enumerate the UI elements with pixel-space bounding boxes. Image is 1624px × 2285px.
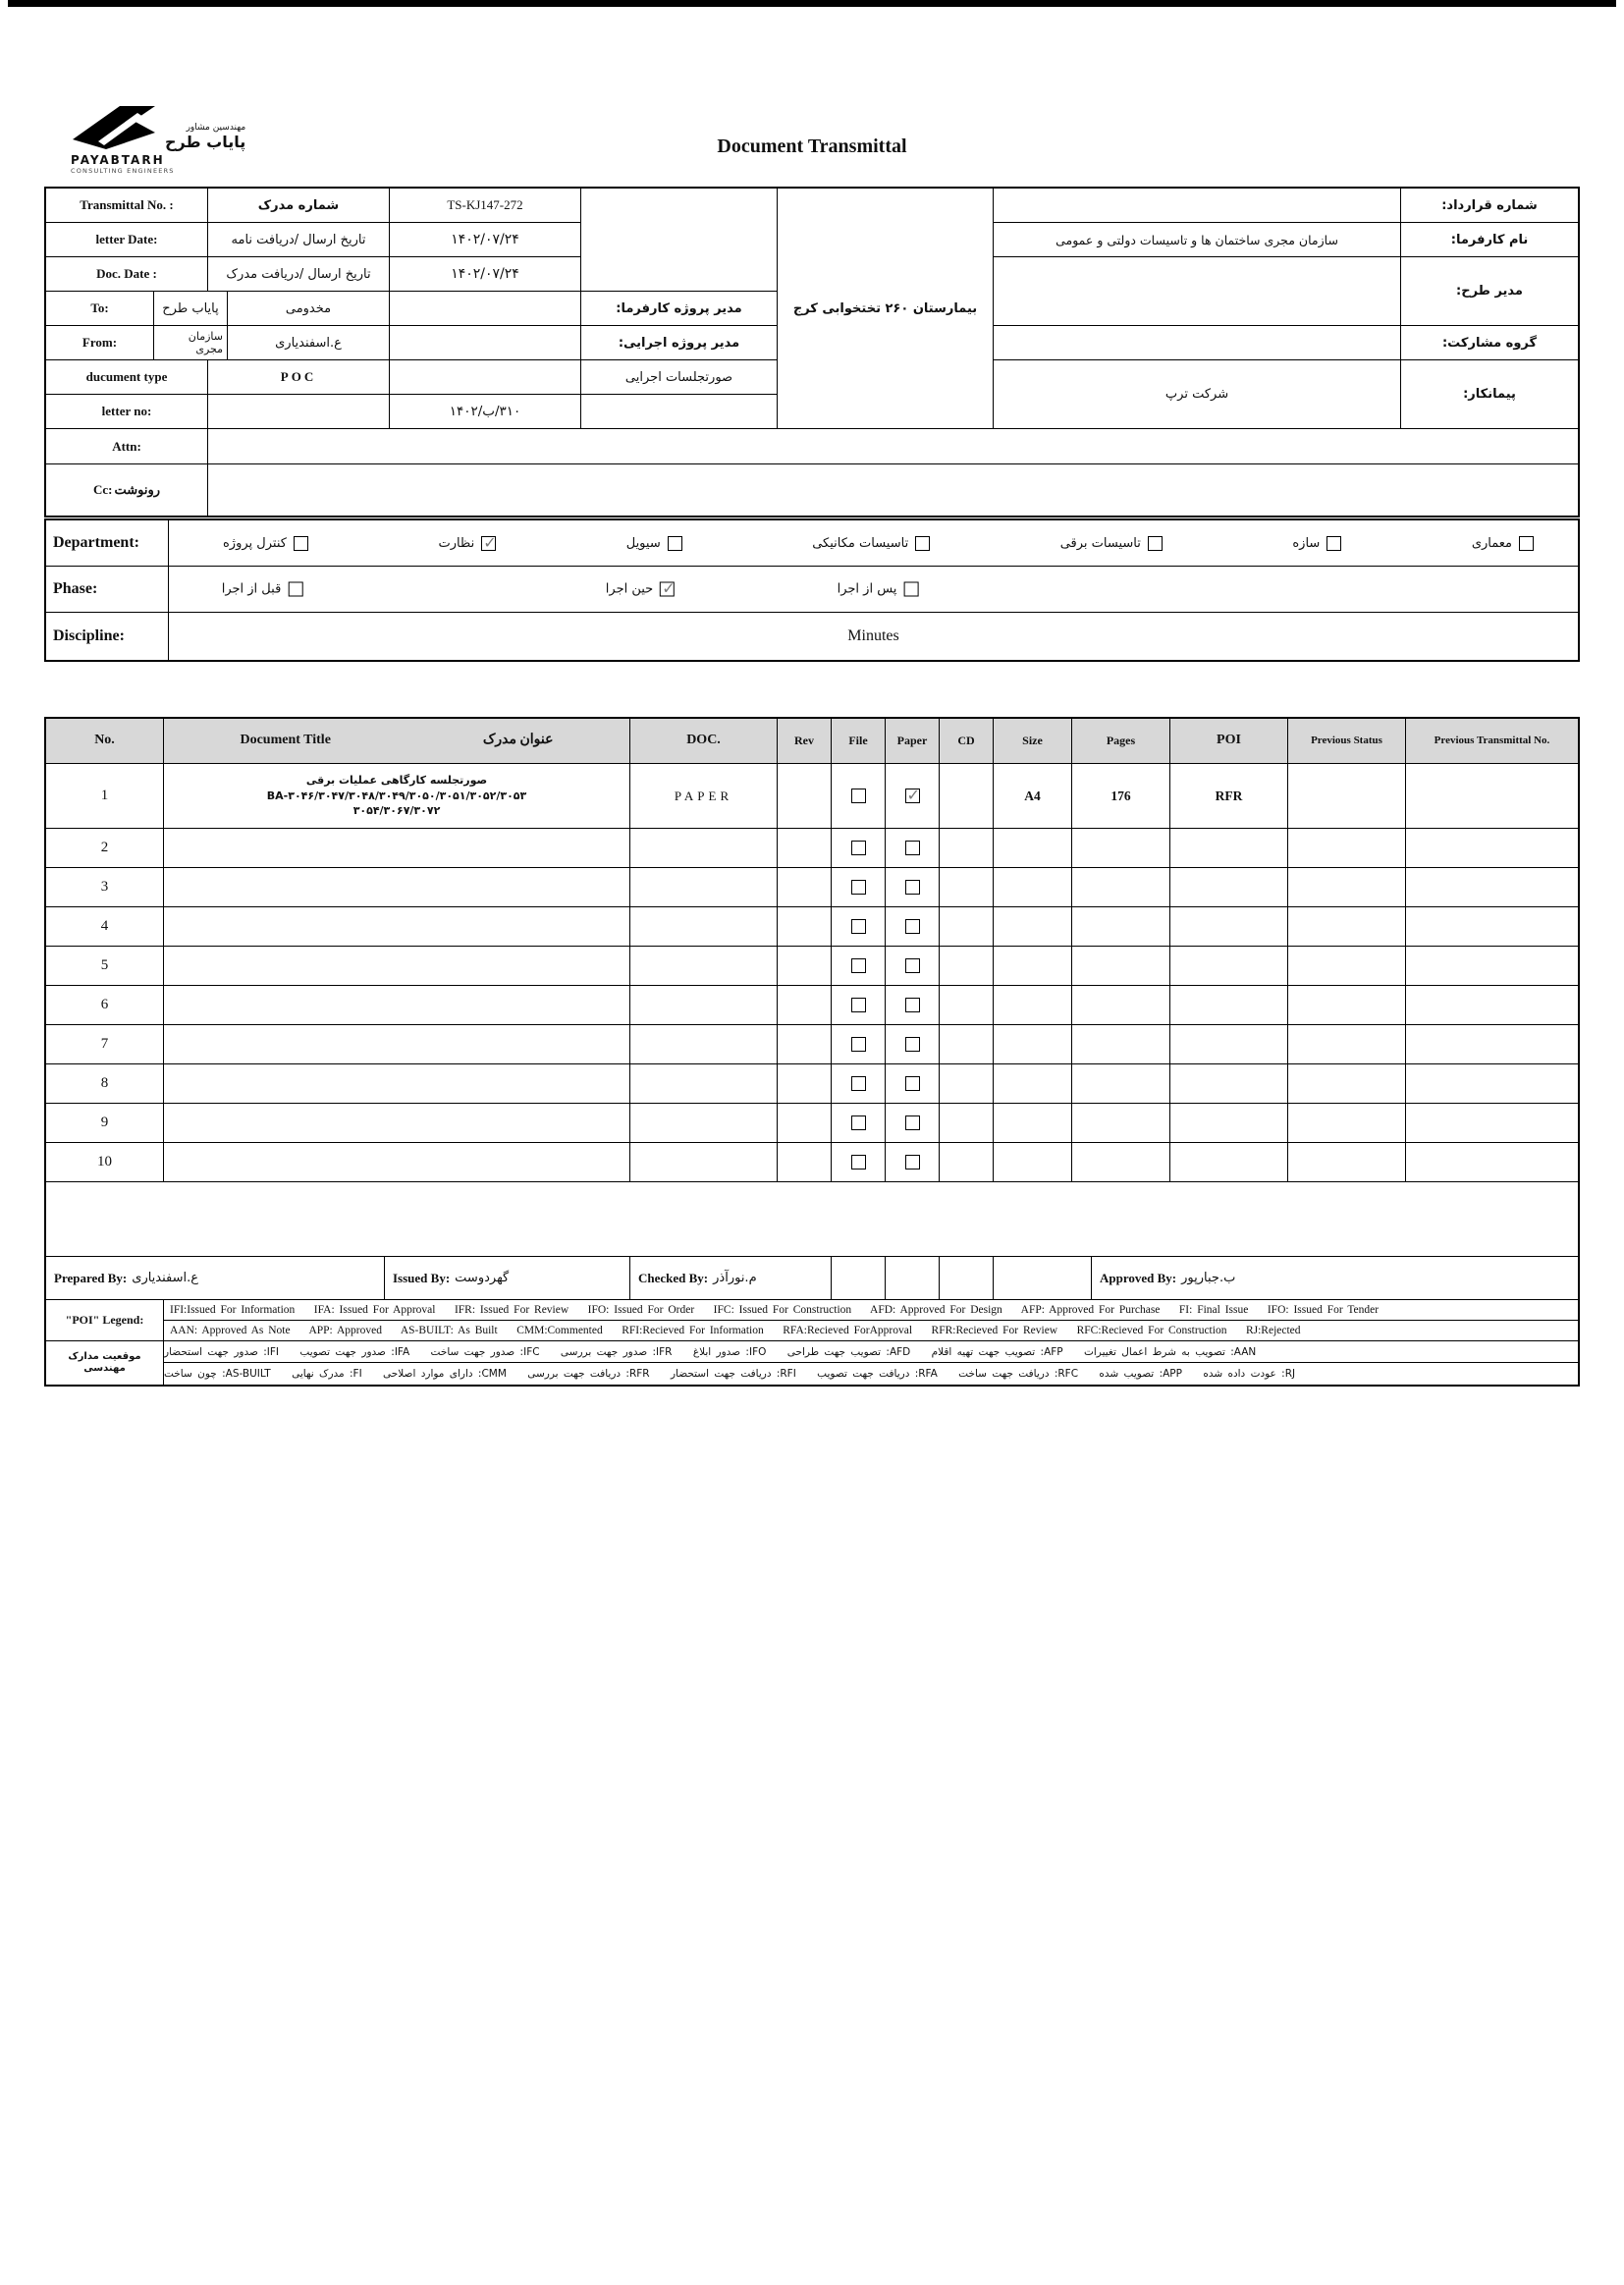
row-title — [164, 829, 630, 867]
row-pages — [1072, 907, 1170, 946]
contract-no-value-cell — [994, 189, 1401, 223]
row-prev-status — [1288, 907, 1406, 946]
table-row — [46, 868, 1578, 907]
phase-option — [606, 582, 675, 597]
department-checkbox[interactable] — [1326, 536, 1341, 551]
header-doc: DOC. — [630, 719, 778, 763]
row-paper — [886, 764, 940, 828]
issued-by-label: Issued By: — [393, 1270, 451, 1285]
executive-pm-label: مدیر پروژه اجرایی: — [581, 326, 778, 360]
file-checkbox[interactable] — [851, 1037, 866, 1052]
row-pages — [1072, 829, 1170, 867]
row-no: 8 — [46, 1064, 164, 1103]
row-prev-transmittal — [1406, 764, 1578, 828]
row-cd — [940, 907, 994, 946]
partnership-group-label: گروه مشارکت: — [1401, 326, 1578, 360]
row-poi — [1170, 1025, 1288, 1063]
row-doc: PAPER — [630, 764, 778, 828]
row-paper — [886, 947, 940, 985]
empty-cell — [208, 395, 390, 429]
row-pages — [1072, 868, 1170, 906]
empty-cell — [390, 326, 581, 360]
row-no: 6 — [46, 986, 164, 1024]
row-no: 5 — [46, 947, 164, 985]
row-paper — [886, 1104, 940, 1142]
file-checkbox[interactable] — [851, 919, 866, 934]
header-title-en: Document Title — [240, 733, 331, 748]
option-label: کنترل پروژه — [223, 535, 287, 551]
row-file — [832, 1104, 886, 1142]
row-prev-transmittal — [1406, 1143, 1578, 1181]
phase-option — [838, 582, 919, 597]
empty-cell — [994, 1257, 1092, 1299]
row-file — [832, 986, 886, 1024]
row-prev-transmittal — [1406, 986, 1578, 1024]
paper-checkbox[interactable] — [905, 1037, 920, 1052]
letter-date-label-fa: تاریخ ارسال /دریافت نامه — [208, 223, 390, 257]
row-cd — [940, 764, 994, 828]
row-prev-status — [1288, 947, 1406, 985]
classification-table — [44, 518, 1580, 662]
option-label: نظارت — [438, 535, 475, 551]
letter-no-label: letter no: — [46, 395, 208, 429]
file-checkbox[interactable] — [851, 1155, 866, 1170]
row-rev — [778, 986, 832, 1024]
contractor-label: پیمانکار: — [1401, 360, 1578, 429]
to-org: پایاب طرح — [154, 292, 228, 326]
row-size — [994, 868, 1072, 906]
file-checkbox[interactable] — [851, 998, 866, 1012]
file-checkbox[interactable] — [851, 880, 866, 895]
row-rev — [778, 1143, 832, 1181]
header-title — [164, 719, 630, 763]
page-title: Document Transmittal — [717, 136, 907, 157]
row-file — [832, 829, 886, 867]
contractor-name: شرکت ترپ — [994, 360, 1401, 429]
letter-date-value: ۱۴۰۲/۰۷/۲۴ — [390, 223, 581, 257]
paper-checkbox[interactable] — [905, 919, 920, 934]
table-row — [46, 947, 1578, 986]
paper-checkbox[interactable] — [905, 1115, 920, 1130]
header-file: File — [832, 719, 886, 763]
row-doc — [630, 1143, 778, 1181]
document-type-label: ducument type — [46, 360, 208, 395]
letter-no-value: ۳۱۰/ب/۱۴۰۲ — [390, 395, 581, 429]
row-no: 9 — [46, 1104, 164, 1142]
scan-top-bar — [8, 0, 1616, 7]
row-cd — [940, 947, 994, 985]
empty-cell — [832, 1257, 886, 1299]
row-size — [994, 1143, 1072, 1181]
signature-row — [46, 1257, 1578, 1300]
row-prev-transmittal — [1406, 1025, 1578, 1063]
document-type-value: POC — [208, 360, 390, 395]
phase-checkbox[interactable] — [288, 582, 302, 597]
row-cd — [940, 1064, 994, 1103]
paper-checkbox[interactable] — [905, 958, 920, 973]
row-doc — [630, 868, 778, 906]
department-checkbox[interactable] — [915, 536, 930, 551]
empty-cell — [390, 292, 581, 326]
row-doc — [630, 986, 778, 1024]
logo-fa-name: پایاب طرح — [165, 133, 246, 151]
row-size — [994, 986, 1072, 1024]
row-title — [164, 1143, 630, 1181]
header-rev: Rev — [778, 719, 832, 763]
row-pages — [1072, 1064, 1170, 1103]
cc-label-en: Cc: — [92, 482, 113, 497]
legend-fa-line-1: AAN: تصویب به شرط اعمال تغییرات AFP: تصویب جهت تهیه اقلام AFD: تصویب جهت طراحی IFO: صدور ابلاغ IFR: صدور جهت بررسی IFC: صدور جهت ساخت IFA: صدور جهت تصویب IFI: صدور جهت استحضار — [164, 1341, 1578, 1363]
department-option — [223, 536, 308, 551]
empty-cell — [581, 395, 778, 429]
row-title — [164, 1064, 630, 1103]
option-label: حین اجرا — [605, 581, 654, 597]
department-option — [1292, 536, 1341, 551]
poi-legend — [46, 1300, 1578, 1385]
row-prev-status — [1288, 764, 1406, 828]
title-line: BA-۳۰۴۶/۳۰۴۷/۳۰۴۸/۳۰۴۹/۳۰۵۰/۳۰۵۱/۳۰۵۲/۳۰۵۳ — [266, 789, 527, 802]
attn-value-cell — [208, 429, 1578, 464]
row-pages: 176 — [1072, 764, 1170, 828]
row-title — [164, 947, 630, 985]
row-cd — [940, 1025, 994, 1063]
row-prev-transmittal — [1406, 907, 1578, 946]
transmittal-no-label-fa: شماره مدرک — [208, 189, 390, 223]
row-pages — [1072, 986, 1170, 1024]
legend-en-line-1: IFI:Issued For Information IFA: Issued For Approval IFR: Issued For Review IFO: Issued For Order IFC: Issued For Construction AFD: Approved For Design AFP: Approved For Purchase FI: Final Issue IFO: Issued For Tender — [164, 1300, 1578, 1321]
row-poi — [1170, 986, 1288, 1024]
row-prev-status — [1288, 868, 1406, 906]
to-person: مخدومی — [228, 292, 390, 326]
table-row — [46, 1025, 1578, 1064]
row-file — [832, 907, 886, 946]
department-row — [46, 520, 1578, 567]
row-doc — [630, 907, 778, 946]
phase-checkbox[interactable] — [903, 582, 918, 597]
row-size — [994, 829, 1072, 867]
table-row — [46, 907, 1578, 947]
row-title — [164, 907, 630, 946]
prepared-by-cell — [46, 1257, 385, 1299]
empty-cell — [940, 1257, 994, 1299]
row-doc — [630, 1025, 778, 1063]
row-prev-transmittal — [1406, 829, 1578, 867]
paper-checkbox[interactable] — [905, 841, 920, 855]
row-poi — [1170, 1064, 1288, 1103]
table-header-row — [46, 719, 1578, 764]
table-row — [46, 764, 1578, 829]
department-label: Department: — [46, 520, 169, 566]
option-label: پس از اجرا — [837, 581, 897, 597]
row-poi — [1170, 829, 1288, 867]
row-size — [994, 1104, 1072, 1142]
phase-row — [46, 567, 1578, 613]
header-no: No. — [46, 719, 164, 763]
header-cd: CD — [940, 719, 994, 763]
phase-option — [222, 582, 303, 597]
from-org: سازمان مجری — [154, 326, 228, 360]
row-doc — [630, 1104, 778, 1142]
department-option — [438, 536, 496, 551]
row-rev — [778, 868, 832, 906]
cc-label-fa: رونوشت — [114, 482, 161, 497]
doc-date-label-fa: تاریخ ارسال /دریافت مدرک — [208, 257, 390, 292]
from-person: ع.اسفندیاری — [228, 326, 390, 360]
logo-en-name: PAYABTARH — [71, 153, 165, 167]
approved-by-cell — [1092, 1257, 1578, 1299]
department-option — [1060, 536, 1163, 551]
option-label: تاسیسات مکانیکی — [812, 535, 909, 551]
row-pages — [1072, 947, 1170, 985]
logo-fa-tagline: مهندسین مشاور — [186, 123, 246, 133]
partnership-value-cell — [994, 326, 1401, 360]
department-checkbox[interactable] — [481, 536, 496, 551]
approved-by-label: Approved By: — [1100, 1270, 1177, 1285]
row-rev — [778, 1025, 832, 1063]
client-name: سازمان مجری ساختمان ها و تاسیسات دولتی و عمومی — [994, 223, 1401, 257]
header-title-fa: عنوان مدرک — [482, 733, 554, 748]
row-poi: RFR — [1170, 764, 1288, 828]
row-cd — [940, 829, 994, 867]
row-no: 2 — [46, 829, 164, 867]
row-file — [832, 764, 886, 828]
row-file — [832, 947, 886, 985]
header-poi: POI — [1170, 719, 1288, 763]
phase-label: Phase: — [46, 567, 169, 612]
option-label: معماری — [1471, 535, 1512, 551]
department-option — [626, 536, 682, 551]
row-size — [994, 1025, 1072, 1063]
doc-date-value: ۱۴۰۲/۰۷/۲۴ — [390, 257, 581, 292]
row-paper — [886, 986, 940, 1024]
row-title — [164, 868, 630, 906]
row-prev-status — [1288, 1104, 1406, 1142]
option-label: تاسیسات برقی — [1059, 535, 1141, 551]
row-rev — [778, 947, 832, 985]
issued-by-name: گهردوست — [455, 1271, 510, 1285]
row-title — [164, 986, 630, 1024]
empty-cell — [581, 189, 778, 292]
row-poi — [1170, 947, 1288, 985]
row-prev-status — [1288, 1143, 1406, 1181]
document-table — [44, 717, 1580, 1387]
row-rev — [778, 1104, 832, 1142]
title-line: ۳۰۵۴/۳۰۶۷/۳۰۷۲ — [352, 804, 441, 818]
checked-by-cell — [630, 1257, 832, 1299]
row-pages — [1072, 1025, 1170, 1063]
option-label: سیویل — [625, 535, 661, 551]
row-size — [994, 947, 1072, 985]
paper-checkbox[interactable] — [905, 880, 920, 895]
row-doc — [630, 1064, 778, 1103]
row-paper — [886, 907, 940, 946]
logo-en-subtitle: CONSULTING ENGINEERS — [71, 167, 175, 175]
row-pages — [1072, 1143, 1170, 1181]
client-pm-label: مدیر پروژه کارفرما: — [581, 292, 778, 326]
table-row — [46, 986, 1578, 1025]
row-no: 4 — [46, 907, 164, 946]
file-checkbox[interactable] — [851, 789, 866, 803]
row-poi — [1170, 907, 1288, 946]
row-title — [164, 764, 630, 828]
row-file — [832, 1025, 886, 1063]
row-size — [994, 907, 1072, 946]
header-prev-transmittal: Previous Transmittal No. — [1434, 734, 1550, 747]
row-file — [832, 868, 886, 906]
design-manager-value-cell — [994, 257, 1401, 326]
row-poi — [1170, 1143, 1288, 1181]
department-option — [812, 536, 930, 551]
file-checkbox[interactable] — [851, 958, 866, 973]
table-row — [46, 1104, 1578, 1143]
project-name: بیمارستان ۲۶۰ تختخوابی کرج — [778, 189, 994, 429]
to-label: To: — [46, 292, 154, 326]
row-size: A4 — [994, 764, 1072, 828]
row-size — [994, 1064, 1072, 1103]
poi-legend-label: "POI" Legend: — [46, 1300, 164, 1341]
transmittal-no-label: Transmittal No. : — [46, 189, 208, 223]
empty-band — [46, 1182, 1578, 1257]
row-no: 1 — [46, 764, 164, 828]
discipline-label: Discipline: — [46, 613, 169, 660]
row-prev-transmittal — [1406, 1064, 1578, 1103]
row-paper — [886, 1064, 940, 1103]
row-cd — [940, 868, 994, 906]
row-rev — [778, 829, 832, 867]
attn-label: Attn: — [46, 429, 208, 464]
design-manager-label: مدیر طرح: — [1401, 257, 1578, 326]
department-checkbox[interactable] — [668, 536, 682, 551]
department-option — [1472, 536, 1534, 551]
document-type-value-fa: صورتجلسات اجرایی — [581, 360, 778, 395]
prepared-by-name: ع.اسفندیاری — [132, 1271, 199, 1285]
letter-date-label: letter Date: — [46, 223, 208, 257]
client-label: نام کارفرما: — [1401, 223, 1578, 257]
checked-by-name: م.نورآذر — [713, 1271, 757, 1285]
row-prev-transmittal — [1406, 1104, 1578, 1142]
paper-checkbox[interactable] — [905, 1155, 920, 1170]
row-rev — [778, 907, 832, 946]
empty-cell — [886, 1257, 940, 1299]
row-paper — [886, 1025, 940, 1063]
row-prev-status — [1288, 1025, 1406, 1063]
header-size: Size — [994, 719, 1072, 763]
doc-date-label: Doc. Date : — [46, 257, 208, 292]
row-pages — [1072, 1104, 1170, 1142]
contract-no-label: شماره قرارداد: — [1401, 189, 1578, 223]
paper-checkbox[interactable] — [905, 1076, 920, 1091]
discipline-value: Minutes — [847, 627, 899, 644]
empty-cell — [46, 1182, 1578, 1256]
file-checkbox[interactable] — [851, 841, 866, 855]
row-poi — [1170, 868, 1288, 906]
option-label: سازه — [1292, 535, 1321, 551]
row-prev-transmittal — [1406, 868, 1578, 906]
row-no: 3 — [46, 868, 164, 906]
table-row — [46, 1143, 1578, 1182]
row-prev-status — [1288, 986, 1406, 1024]
row-cd — [940, 986, 994, 1024]
row-prev-transmittal — [1406, 947, 1578, 985]
paper-checkbox[interactable] — [905, 998, 920, 1012]
prepared-by-label: Prepared By: — [54, 1270, 128, 1285]
header-pages: Pages — [1072, 719, 1170, 763]
row-prev-status — [1288, 1064, 1406, 1103]
transmittal-info-table — [44, 187, 1580, 517]
department-checkbox[interactable] — [1148, 536, 1163, 551]
row-poi — [1170, 1104, 1288, 1142]
approved-by-name: ب.جبارپور — [1181, 1271, 1236, 1285]
option-label: قبل از اجرا — [221, 581, 282, 597]
row-paper — [886, 829, 940, 867]
file-checkbox[interactable] — [851, 1076, 866, 1091]
row-title — [164, 1104, 630, 1142]
cc-value-cell — [208, 464, 1578, 516]
title-line: صورتجلسه کارگاهی عملیات برقی — [305, 773, 488, 787]
cc-label — [46, 464, 208, 516]
checked-by-label: Checked By: — [638, 1270, 709, 1285]
row-file — [832, 1143, 886, 1181]
from-label: From: — [46, 326, 154, 360]
row-no: 7 — [46, 1025, 164, 1063]
legend-fa-label: موقعیت مدارک مهندسی — [46, 1341, 164, 1385]
paper-checkbox[interactable] — [905, 789, 920, 803]
row-rev — [778, 1064, 832, 1103]
phase-checkbox[interactable] — [660, 582, 675, 597]
row-cd — [940, 1104, 994, 1142]
table-row — [46, 829, 1578, 868]
row-title — [164, 1025, 630, 1063]
department-checkbox[interactable] — [294, 536, 308, 551]
discipline-row — [46, 613, 1578, 660]
row-doc — [630, 829, 778, 867]
issued-by-cell — [385, 1257, 630, 1299]
row-paper — [886, 1143, 940, 1181]
row-file — [832, 1064, 886, 1103]
legend-fa-line-2: RJ: عودت داده شده APP: تصویب شده RFC: دریافت جهت ساخت RFA: دریافت جهت تصویب RFI: دریافت جهت استحضار RFR: دریافت جهت بررسی CMM: دارای موارد اصلاحی FI: مدرک نهایی AS-BUILT: چون ساخت — [164, 1368, 1296, 1380]
row-cd — [940, 1143, 994, 1181]
row-prev-status — [1288, 829, 1406, 867]
header-prev-status: Previous Status — [1288, 719, 1406, 763]
row-doc — [630, 947, 778, 985]
table-row — [46, 1064, 1578, 1104]
file-checkbox[interactable] — [851, 1115, 866, 1130]
legend-en-line-2: AAN: Approved As Note APP: Approved AS-BUILT: As Built CMM:Commented RFI:Recieved For Information RFA:Recieved ForApproval RFR:Recieved For Review RFC:Recieved For Construction RJ:Rejected — [164, 1321, 1578, 1341]
row-rev — [778, 764, 832, 828]
empty-cell — [390, 360, 581, 395]
row-paper — [886, 868, 940, 906]
department-checkbox[interactable] — [1519, 536, 1534, 551]
header-paper: Paper — [886, 719, 940, 763]
row-no: 10 — [46, 1143, 164, 1181]
transmittal-no-value: TS-KJ147-272 — [390, 189, 581, 223]
